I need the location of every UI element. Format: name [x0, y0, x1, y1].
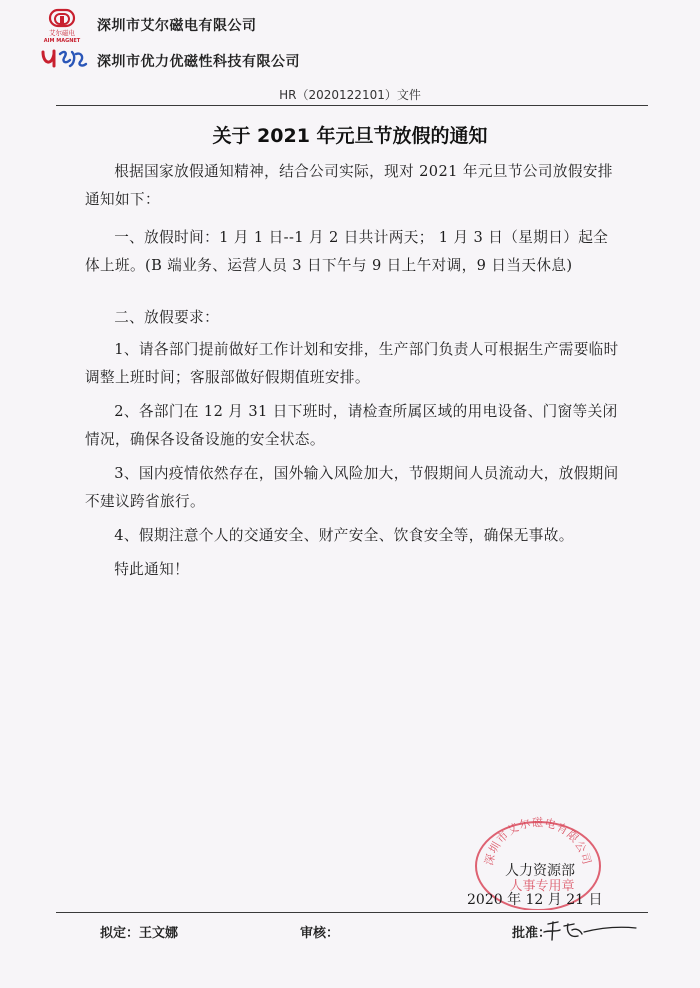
handwritten-signature — [540, 918, 640, 944]
document-number: HR（2020122101）文件 — [279, 88, 421, 102]
paragraph-requirements-heading: 二、放假要求： — [114, 309, 220, 326]
svg-text:深圳市艾尔磁电有限公司 — [482, 815, 593, 867]
paragraph-req-1: 1、请各部门提前做好工作计划和安排，生产部门负责人可根据生产需要临时调整上班时间；客服部做好假期值班安排。 — [85, 341, 619, 386]
approver-field: 批准： — [512, 926, 552, 941]
paragraph-req-3: 3、国内疫情依然存在，国外输入风险加大，节假期间人员流动大，放假期间不建议跨省旅行。 — [85, 465, 619, 510]
logo-1-text: 艾尔磁电 — [49, 29, 75, 37]
issue-date: 2020 年 12 月 21 日 — [467, 892, 603, 908]
issuing-department: 人力资源部 — [505, 863, 575, 879]
seal-company-text: 深圳市艾尔磁电有限公司 — [482, 816, 594, 867]
footer-divider — [56, 912, 648, 913]
paragraph-closing: 特此通知！ — [114, 561, 190, 578]
paragraph-req-4: 4、假期注意个人的交通安全、财产安全、饮食安全等，确保无事故。 — [114, 527, 574, 544]
aim-magnet-logo — [40, 8, 84, 44]
document-title: 关于 2021 年元旦节放假的通知 — [212, 125, 488, 147]
company-name-2: 深圳市优力优磁性科技有限公司 — [97, 54, 300, 70]
paragraph-holiday-time: 一、放假时间：1 月 1 日--1 月 2 日共计两天； 1 月 3 日（星期日）起全体上班。(B 端业务、运营人员 3 日下午与 9 日上午对调，9 日当天休息) — [85, 229, 609, 274]
company-name-1: 深圳市艾尔磁电有限公司 — [97, 18, 257, 34]
logo-1-sub: AIM MAGNET — [43, 38, 81, 44]
header-divider — [56, 105, 648, 106]
seal-label-text: 人事专用章 — [509, 879, 575, 894]
paragraph-req-2: 2、各部门在 12 月 31 日下班时，请检查所属区域的用电设备、门窗等关闭情况，确保各设备设施的安全状态。 — [85, 403, 618, 448]
drafter-field: 拟定：王文娜 — [100, 926, 179, 941]
paragraph-intro: 根据国家放假通知精神，结合公司实际，现对 2021 年元旦节公司放假安排通知如下： — [85, 163, 613, 208]
reviewer-field: 审核： — [300, 926, 340, 941]
notice-body — [85, 158, 623, 584]
youliyou-logo — [40, 46, 88, 72]
